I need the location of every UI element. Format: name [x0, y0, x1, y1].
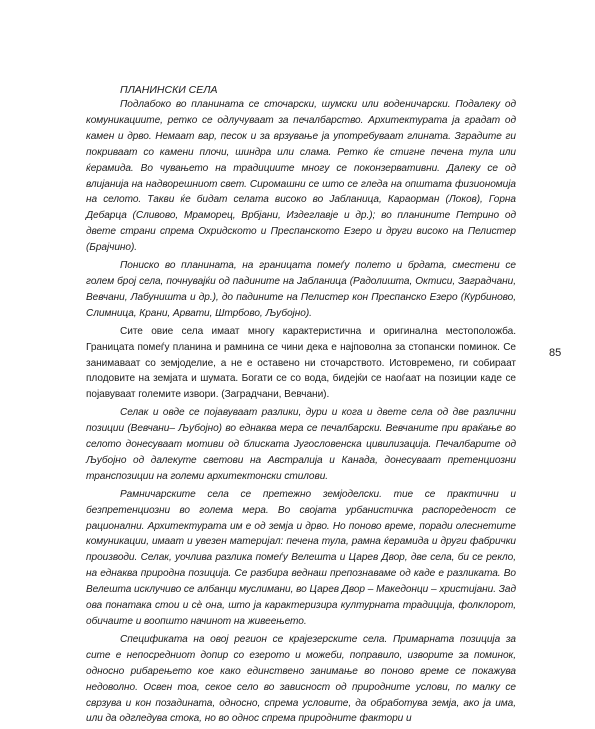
- paragraph-4: Селак и овде се појавуваат разлики, дури и кога и двете села од две различни позиции (Вевчани– Љубојно) во еднаква мера се печалбарски. Вевчаните при враќање во селото донесуваат мотиви од блиската Југословенска цивилизација. Печалбарите од Љубојно од далекуте светови на Австралија и Канада, донесуваат претенциозни транспозиции на големи архитектонски стилови.: [86, 407, 516, 482]
- paragraph-6: Спецификата на овој регион се крајезерските села. Примарната позиција за сите е непосредниот допир со езерото и можеби, поправило, изворите за поминок, односно рибарењето кое како единствено занимање во поново време се покажува недоволно. Освен тоа, секое село во зависност од природните услови, по малку се сврзува и кон позадината, односно, спрема условите, да обработува земја, ако ја има, или да одгледува стока, но во однос спрема природните фактори и: [86, 633, 516, 725]
- page-number: 85: [549, 347, 562, 359]
- paragraph-1: Подлабоко во планината се сточарски, шумски или воденичарски. Подалеку од комуникациите, ретко се одлучуваат за печалбарство. Архитектурата ја градат од камен и дрво. Немаат вар, песок и за врзување ја употребуваат глината. Зградите ги покриваат со камени плочи, шиндра или слама. Ретко ќе стигне печена тула или ќерамида. Во чувањето на традициите многу се поконзервативни. Далеку се од влијанија на надворешниот свет. Сиромашни се што се гледа на општата физиономија на селото. Такви ќе бидат селата високо во Јабланица, Караорман (Локов), Горна Дебарца (Сливово, Мраморец, Врбјани, Издеглавје и др.); во планините Петрино од двете страни спрема Охридското и Преспанското Езеро и други високо на Пелистер (Брајчино).: [86, 99, 516, 254]
- section-title: ПЛАНИНСКИ СЕЛА: [120, 84, 218, 96]
- paragraph-2: Пониско во планината, на границата помеѓу полето и брдата, сместени се голем број села, почнувајќи од падините на Јабланица (Радолишта, Октиси, Заградчани, Вевчани, Лабуништа и др.), до падините на Пелистер кон Преспанско Езеро (Курбиново, Слимница, Крани, Арвати, Штрбово, Љубојно).: [86, 260, 516, 319]
- paragraph-3: Сите овие села имаат многу карактеристична и оригинална местоположба. Границата помеѓу планина и рамнина се чини дека е најповолна за стопански поминок. Се занимаваат со земјоделие, а не е оставено ни сточарството. Истовремено, ги собираат плодовите на земјата и шумата. Богати се со вода, бидејќи се наоѓаат на позиции каде се појавуваат големите извори. (Заградчани, Вевчани).: [86, 325, 516, 401]
- body-text: [86, 97, 516, 729]
- paragraph-5: Рамничарските села се претежно земјоделски. тие се практични и безпретенциозни во голема мера. Во својата урбанистичка распореденост се рационални. Архитектурата им е од земја и дрво. Но поново време, поради олеснетите комуникации, имаат и увезен материјал: печена тула, рамна ќерамида и други фабрички производи. Селак, уочлива разлика помеѓу Велешта и Царев Двор, две села, би се рекло, на еднаква природна позиција. Се разбира веднаш препознаваме од каде е разликата. Во Велешта исклучиво се албанци муслимани, во Царев Двор – Македонци – христијани. Зад ова понатака стои и сè она, што ја карактеризира културната традиција, фолклорот, обичаите и воопшто начинот на живеењето.: [86, 488, 516, 627]
